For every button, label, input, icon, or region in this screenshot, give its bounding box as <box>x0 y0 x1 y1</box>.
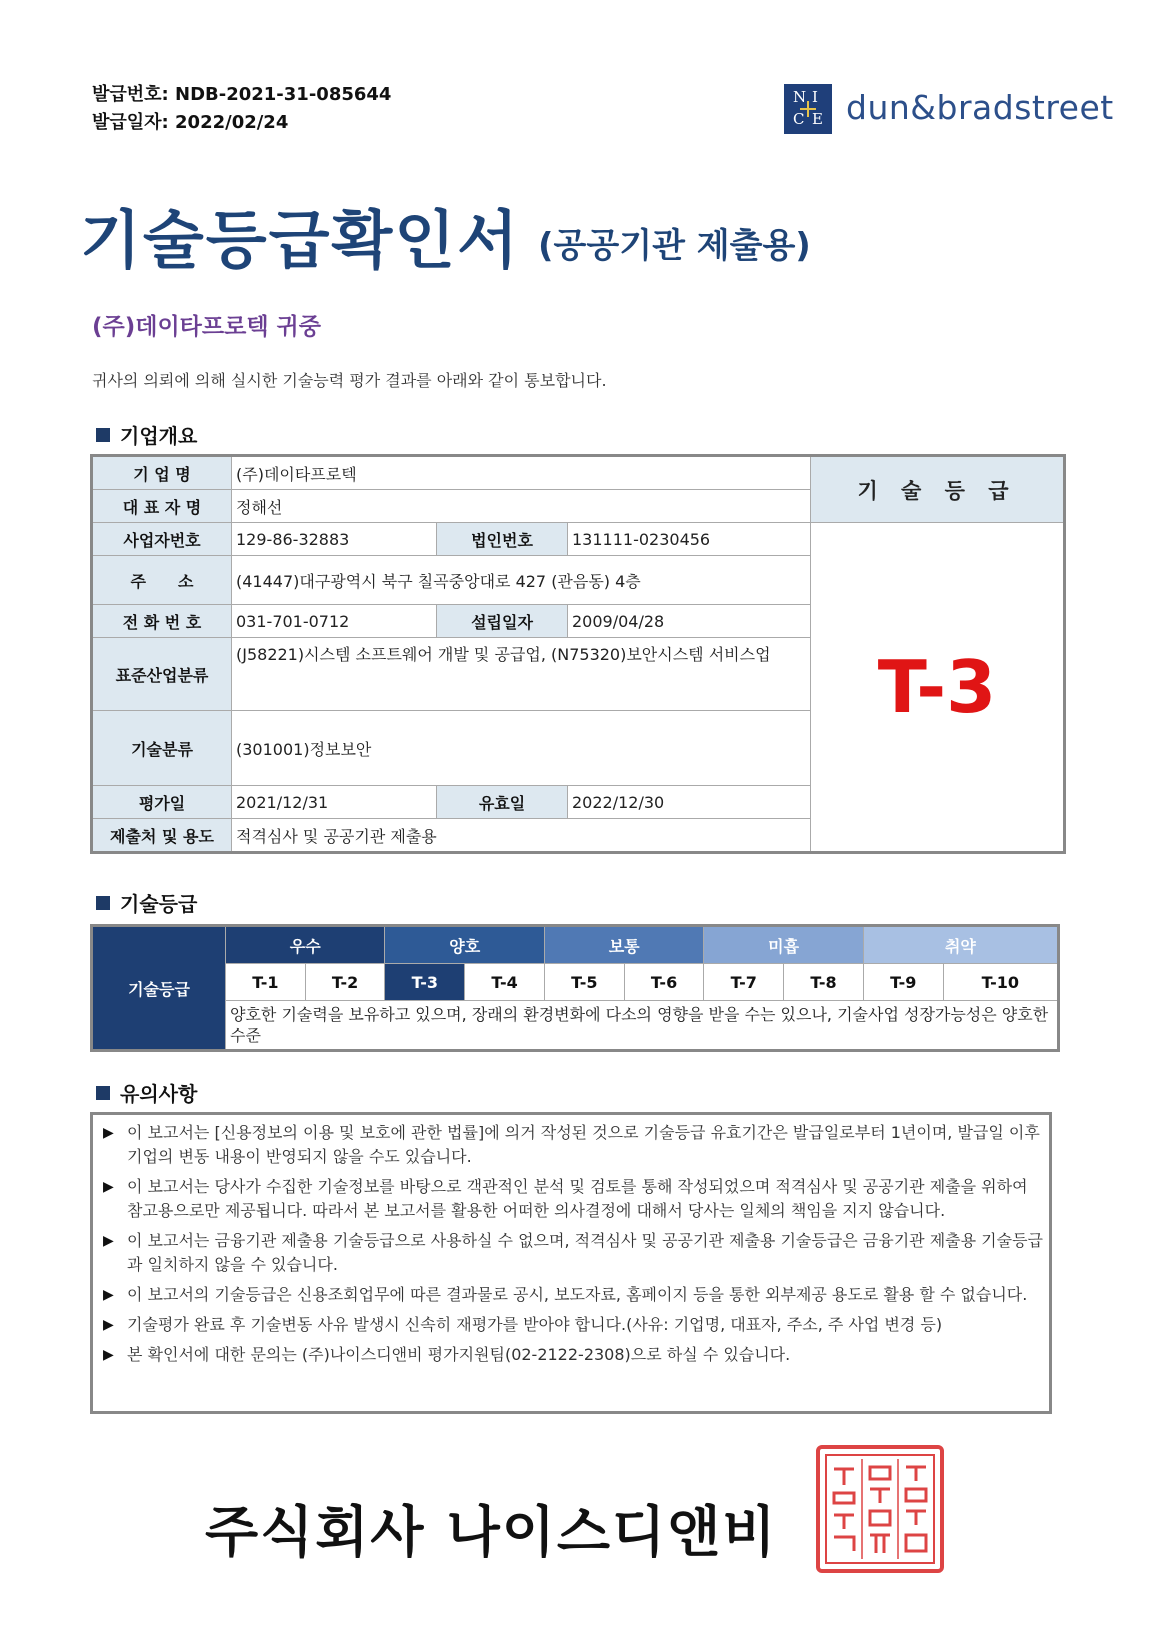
label-biz-no: 사업자번호 <box>92 523 232 556</box>
section-overview <box>96 420 197 449</box>
issue-date: 발급일자: 2022/02/24 <box>92 112 289 133</box>
value-eval-date: 2021/12/31 <box>232 786 437 819</box>
section-title: 유의사항 <box>120 1082 198 1106</box>
document-subtitle: (공공기관 제출용) <box>538 226 811 266</box>
note-text: 본 확인서에 대한 문의는 (주)나이스디앤비 평가지원팀(02-2122-2308)으로 하실 수 있습니다. <box>127 1345 791 1364</box>
note-item <box>101 1283 1043 1307</box>
category-excellent: 우수 <box>226 926 385 964</box>
triangle-bullet-icon: ▶ <box>103 1125 114 1141</box>
nice-logo <box>784 84 832 134</box>
intro-text: 귀사의 의뢰에 의해 실시한 기술능력 평가 결과를 아래와 같이 통보합니다. <box>92 371 607 390</box>
triangle-bullet-icon: ▶ <box>103 1347 114 1363</box>
label-valid-date: 유효일 <box>437 786 568 819</box>
logo-letter: E <box>812 110 823 128</box>
logo-letter: C <box>793 110 805 128</box>
note-text: 이 보고서는 당사가 수집한 기술정보를 바탕으로 객관적인 분석 및 검토를 통해 작성되었으며 적격심사 및 공공기관 제출을 위하여 참고용으로만 제공됩니다. 따라서 본 보고서를 활용한 어떠한 의사결정에 대해서 당사는 일체의 책임을 지지 않습니다. <box>127 1177 1028 1220</box>
square-bullet-icon <box>96 428 110 442</box>
category-insufficient: 미흡 <box>704 926 863 964</box>
note-item <box>101 1343 1043 1367</box>
category-weak: 취약 <box>863 926 1058 964</box>
value-company-name: (주)데이타프로텍 <box>232 456 811 490</box>
triangle-bullet-icon: ▶ <box>103 1233 114 1249</box>
note-text: 이 보고서는 금융기관 제출용 기술등급으로 사용하실 수 없으며, 적격심사 및 공공기관 제출용 기술등급은 금융기관 제출용 기술등급과 일치하지 않을 수 있습니다. <box>127 1231 1044 1274</box>
label-ceo: 대 표 자 명 <box>92 490 232 523</box>
label-industry: 표준산업분류 <box>92 638 232 711</box>
grade-cell: T-1 <box>226 964 306 1001</box>
note-text: 이 보고서는 [신용정보의 이용 및 보호에 관한 법률]에 의거 작성된 것으로 기술등급 유효기간은 발급일로부터 1년이며, 발급일 이후 기업의 변동 내용이 반영되지 않을 수도 있습니다. <box>127 1123 1040 1166</box>
label-purpose: 제출처 및 용도 <box>92 819 232 853</box>
note-item <box>101 1175 1043 1223</box>
label-founded: 설립일자 <box>437 605 568 638</box>
grade-cell: T-8 <box>784 964 864 1001</box>
value-industry: (J58221)시스템 소프트웨어 개발 및 공급업, (N75320)보안시스템 서비스업 <box>232 638 811 711</box>
grade-cell: T-9 <box>863 964 943 1001</box>
grade-cell: T-7 <box>704 964 784 1001</box>
grade-cell: T-3 <box>385 964 465 1001</box>
grade-cell: T-4 <box>465 964 545 1001</box>
note-item <box>101 1313 1043 1337</box>
grade-scale-table <box>90 924 1060 1052</box>
section-title: 기술등급 <box>120 892 198 916</box>
triangle-bullet-icon: ▶ <box>103 1287 114 1303</box>
category-good: 양호 <box>385 926 544 964</box>
value-address: (41447)대구광역시 북구 칠곡중앙대로 427 (관음동) 4층 <box>232 556 811 605</box>
value-ceo: 정해선 <box>232 490 811 523</box>
section-title: 기업개요 <box>120 424 198 448</box>
note-item <box>101 1121 1043 1169</box>
triangle-bullet-icon: ▶ <box>103 1179 114 1195</box>
value-corp-no: 131111-0230456 <box>568 523 811 556</box>
square-bullet-icon <box>96 1086 110 1100</box>
label-company-name: 기 업 명 <box>92 456 232 490</box>
grade-cell: T-10 <box>943 964 1058 1001</box>
section-grade <box>96 888 197 917</box>
note-text: 기술평가 완료 후 기술변동 사유 발생시 신속히 재평가를 받아야 합니다.(사유: 기업명, 대표자, 주소, 주 사업 변경 등) <box>127 1315 943 1334</box>
issuer-name: 주식회사 나이스디앤비 <box>205 1500 778 1564</box>
company-info-table <box>90 454 1066 854</box>
section-notes <box>96 1078 197 1107</box>
label-address: 주 소 <box>92 556 232 605</box>
value-biz-no: 129-86-32883 <box>232 523 437 556</box>
note-text: 이 보고서의 기술등급은 신용조회업무에 따른 결과물로 공시, 보도자료, 홈페이지 등을 통한 외부제공 용도로 활용 할 수 없습니다. <box>127 1285 1028 1304</box>
value-phone: 031-701-0712 <box>232 605 437 638</box>
issue-number: 발급번호: NDB-2021-31-085644 <box>92 84 392 105</box>
grade-cell: T-6 <box>624 964 704 1001</box>
logo-letter: N <box>793 88 807 106</box>
dnb-logo-text: dun&bradstreet <box>846 88 1114 127</box>
grade-description: 양호한 기술력을 보유하고 있으며, 장래의 환경변화에 다소의 영향을 받을 수는 있으나, 기술사업 성장가능성은 양호한 수준 <box>226 1001 1059 1051</box>
triangle-bullet-icon: ▶ <box>103 1317 114 1333</box>
label-phone: 전 화 번 호 <box>92 605 232 638</box>
document-title: 기술등급확인서 <box>80 204 521 277</box>
recipient: (주)데이타프로텍 귀중 <box>92 314 321 340</box>
grade-cell: T-2 <box>305 964 385 1001</box>
tech-grade-value: T-3 <box>811 523 1065 853</box>
value-purpose: 적격심사 및 공공기관 제출용 <box>232 819 811 853</box>
company-seal <box>816 1445 944 1573</box>
grade-scale-label: 기술등급 <box>92 926 226 1051</box>
value-tech: (301001)정보보안 <box>232 711 811 786</box>
seal-stamp-icon <box>820 1449 940 1569</box>
category-average: 보통 <box>544 926 703 964</box>
note-item <box>101 1229 1043 1277</box>
label-tech: 기술분류 <box>92 711 232 786</box>
label-corp-no: 법인번호 <box>437 523 568 556</box>
notes-box <box>90 1112 1052 1414</box>
label-eval-date: 평가일 <box>92 786 232 819</box>
value-valid-date: 2022/12/30 <box>568 786 811 819</box>
square-bullet-icon <box>96 896 110 910</box>
logo-letter: I <box>812 88 818 106</box>
value-founded: 2009/04/28 <box>568 605 811 638</box>
tech-grade-header: 기 술 등 급 <box>811 456 1065 523</box>
grade-cell: T-5 <box>544 964 624 1001</box>
